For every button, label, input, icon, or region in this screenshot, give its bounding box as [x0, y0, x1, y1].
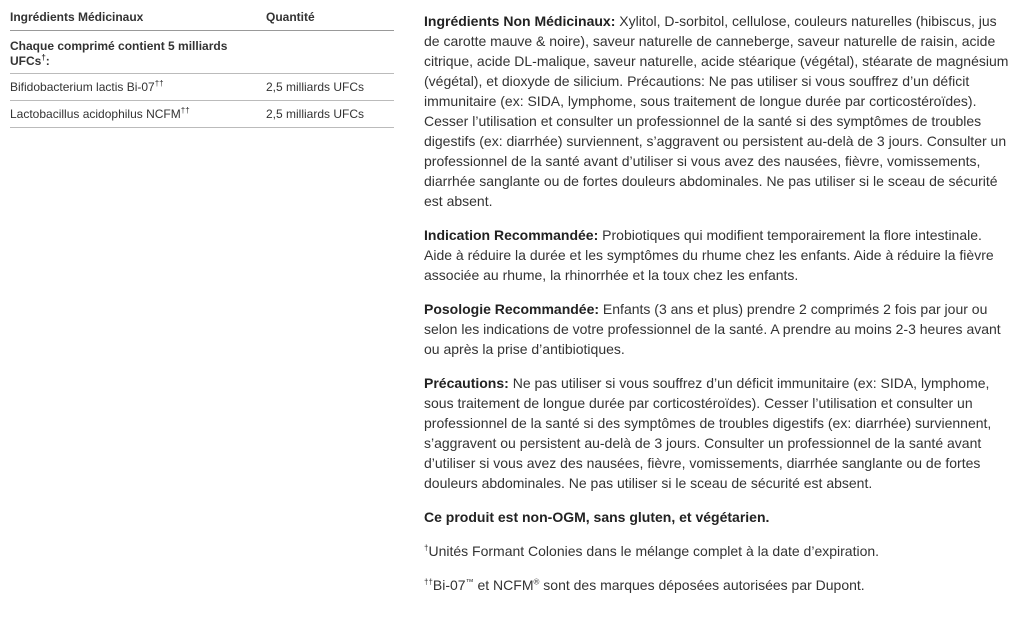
- precautions: [424, 373, 1010, 493]
- trademark-symbol: ™: [465, 577, 474, 587]
- registered-symbol: ®: [533, 577, 540, 587]
- indication-text: Probiotiques qui modifient temporairement la flore intestinale. Aide à réduire la durée et les symptômes du rhume chez les enfants. Aide à réduire la fièvre associée au rhume, la rhinorrhée et la toux chez les enfants.: [424, 227, 994, 283]
- precautions-text: Ne pas utiliser si vous souffrez d’un déficit immunitaire (ex: SIDA, lymphome, sous traitement de longue durée par corticostéroïdes). Cesser l’utilisation et consulter un professionnel de la santé si des symptômes de troubles digestifs (ex: diarrhée) surviennent, s’aggravent ou persistent au-delà de 3 jours. Consulter un professionnel de la santé avant d’utiliser si vous avez des nausées, fièvre, vomissements, diarrhée sanglante ou de fortes douleurs abdominales. Ne pas utiliser si le sceau de sécurité est absent.: [424, 375, 992, 491]
- intro-footnote-mark: †: [41, 53, 46, 62]
- ingredients-panel: [10, 8, 394, 128]
- medicinal-ingredients-table: [10, 8, 394, 128]
- intro-text: Chaque comprimé contient 5 milliards UFCs: [10, 39, 228, 68]
- ingredient-quantity: 2,5 milliards UFCs: [266, 101, 394, 128]
- ingredient-name-text: Lactobacillus acidophilus NCFM: [10, 107, 181, 121]
- table-header-row: [10, 8, 394, 31]
- footnote-cfu: [424, 541, 1010, 561]
- intro-suffix: :: [45, 54, 50, 68]
- trademark-text: sont des marques déposées autorisées par Dupont.: [539, 577, 865, 593]
- ingredient-name: [10, 74, 266, 101]
- footnote-trademarks: [424, 575, 1010, 595]
- indication-label: Indication Recommandée:: [424, 227, 599, 243]
- footnote-cfu-mark: †: [424, 543, 429, 553]
- product-details: [424, 11, 1010, 609]
- ingredient-name: [10, 101, 266, 128]
- intro-cell: [10, 31, 266, 74]
- posology-text: Enfants (3 ans et plus) prendre 2 comprimés 2 fois par jour ou selon les indications de votre professionnel de la santé. A prendre au moins 2-3 heures avant ou après la prise d’antibiotiques.: [424, 301, 1001, 357]
- quantity-column-header: Quantité: [266, 8, 394, 31]
- recommended-indication: [424, 225, 1010, 285]
- posology-label: Posologie Recommandée:: [424, 301, 600, 317]
- table-row: [10, 74, 394, 101]
- non-gmo-statement: [424, 507, 1010, 527]
- non-medicinal-text: Xylitol, D-sorbitol, cellulose, couleurs naturelles (hibiscus, jus de carotte mauve & noire), saveur naturelle de canneberge, saveur naturelle de raisin, acide citrique, acide DL-malique, saveur naturelle, acide stéarique (végétal), stéarate de magnésium (végétal), et dioxyde de silicium. Précautions: Ne pas utiliser si vous souffrez d’un déficit immunitaire (ex: SIDA, lymphome, sous traitement de longue durée par corticostéroïdes). Cesser l’utilisation et consulter un professionnel de la santé si des symptômes de troubles digestifs (ex: diarrhée) surviennent, s’aggravent ou persistent au-delà de 3 jours. Consulter un professionnel de la santé avant d’utiliser si vous avez des nausées, fièvre, vomissements, diarrhée sanglante ou de fortes douleurs abdominales. Ne pas utiliser si le sceau de sécurité est absent.: [424, 13, 1009, 209]
- precautions-label: Précautions:: [424, 375, 509, 391]
- intro-empty-cell: [266, 31, 394, 74]
- ingredient-footnote-mark: ††: [180, 106, 190, 115]
- trademark-bi07: Bi-07: [432, 577, 466, 593]
- trademark-ncfm: et NCFM: [473, 577, 534, 593]
- table-row: [10, 101, 394, 128]
- non-medicinal-label: Ingrédients Non Médicinaux:: [424, 13, 616, 29]
- ingredient-name-text: Bifidobacterium lactis Bi-07: [10, 80, 155, 94]
- table-intro-row: [10, 31, 394, 74]
- ingredient-footnote-mark: ††: [154, 79, 164, 88]
- non-gmo-text: Ce produit est non-OGM, sans gluten, et végétarien.: [424, 509, 770, 525]
- ingredient-column-header: Ingrédients Médicinaux: [10, 8, 266, 31]
- footnote-cfu-text: Unités Formant Colonies dans le mélange complet à la date d’expiration.: [428, 543, 880, 559]
- footnote-trademark-mark: ††: [424, 577, 433, 587]
- non-medicinal-ingredients: [424, 11, 1010, 211]
- recommended-posology: [424, 299, 1010, 359]
- ingredient-quantity: 2,5 milliards UFCs: [266, 74, 394, 101]
